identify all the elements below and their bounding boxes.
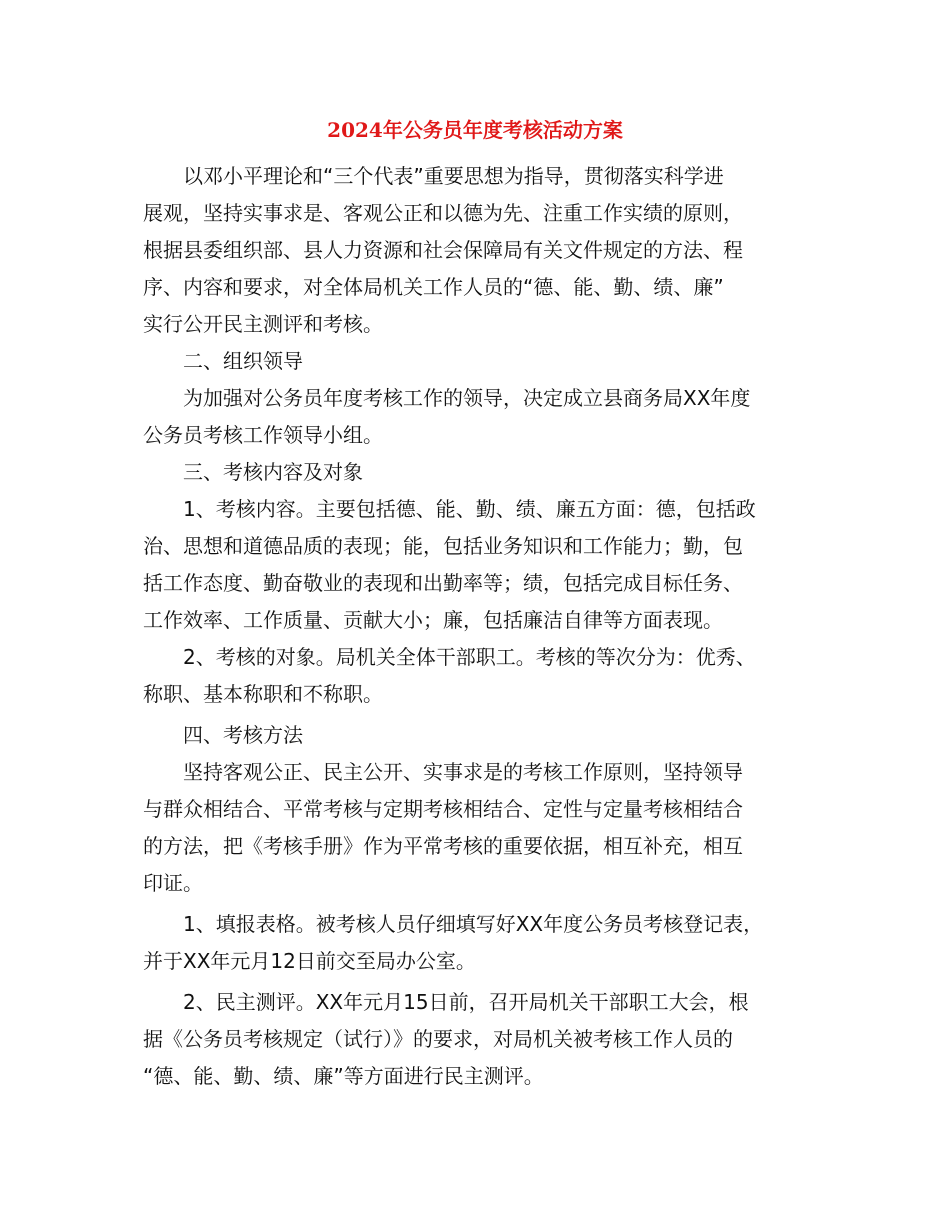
paragraph-leadership-group: 为加强对公务员年度考核工作的领导，决定成立县商务局XX年度 公务员考核工作领导小组。	[143, 386, 751, 447]
paragraph-democratic-evaluation: 2、民主测评。XX年元月15日前，召开局机关干部职工大会，根 据《公务员考核规定（试行）》的要求，对局机关被考核工作人员的 “德、能、勤、绩、廉”等方面进行民主测评。	[143, 990, 749, 1088]
document-body	[143, 158, 807, 1095]
document-title: 2024年公务员年度考核活动方案	[327, 118, 623, 142]
paragraph-methods: 坚持客观公正、民主公开、实事求是的考核工作原则，坚持领导 与群众相结合、平常考核与定期考核相结合、定性与定量考核相结合 的方法，把《考核手册》作为平常考核的重要依据，相互补充，相互 印证。	[143, 760, 743, 895]
paragraph-assessment-content: 1、考核内容。主要包括德、能、勤、绩、廉五方面：德，包括政 治、思想和道德品质的表现；能，包括业务知识和工作能力；勤，包 括工作态度、勤奋敬业的表现和出勤率等；绩，包括完成目标任务、 工作效率、工作质量、贡献大小；廉，包括廉洁自律等方面表现。	[143, 497, 756, 632]
section-heading-content-and-targets: 三、考核内容及对象	[183, 460, 363, 484]
section-heading-methods: 四、考核方法	[183, 723, 303, 747]
paragraph-intro: 以邓小平理论和“三个代表”重要思想为指导，贯彻落实科学进 展观，坚持实事求是、客观公正和以德为先、注重工作实绩的原则， 根据县委组织部、县人力资源和社会保障局有关文件规定的方法、程 序、内容和要求，对全体局机关工作人员的“德、能、勤、绩、廉” 实行公开民主测评和考核。	[143, 164, 743, 336]
section-heading-organization: 二、组织领导	[183, 349, 303, 373]
paragraph-fill-forms: 1、填报表格。被考核人员仔细填写好XX年度公务员考核登记表， 并于XX年元月12日前交至局办公室。	[143, 912, 764, 973]
paragraph-assessment-targets: 2、考核的对象。局机关全体干部职工。考核的等次分为：优秀、 称职、基本称职和不称职。	[143, 645, 756, 706]
